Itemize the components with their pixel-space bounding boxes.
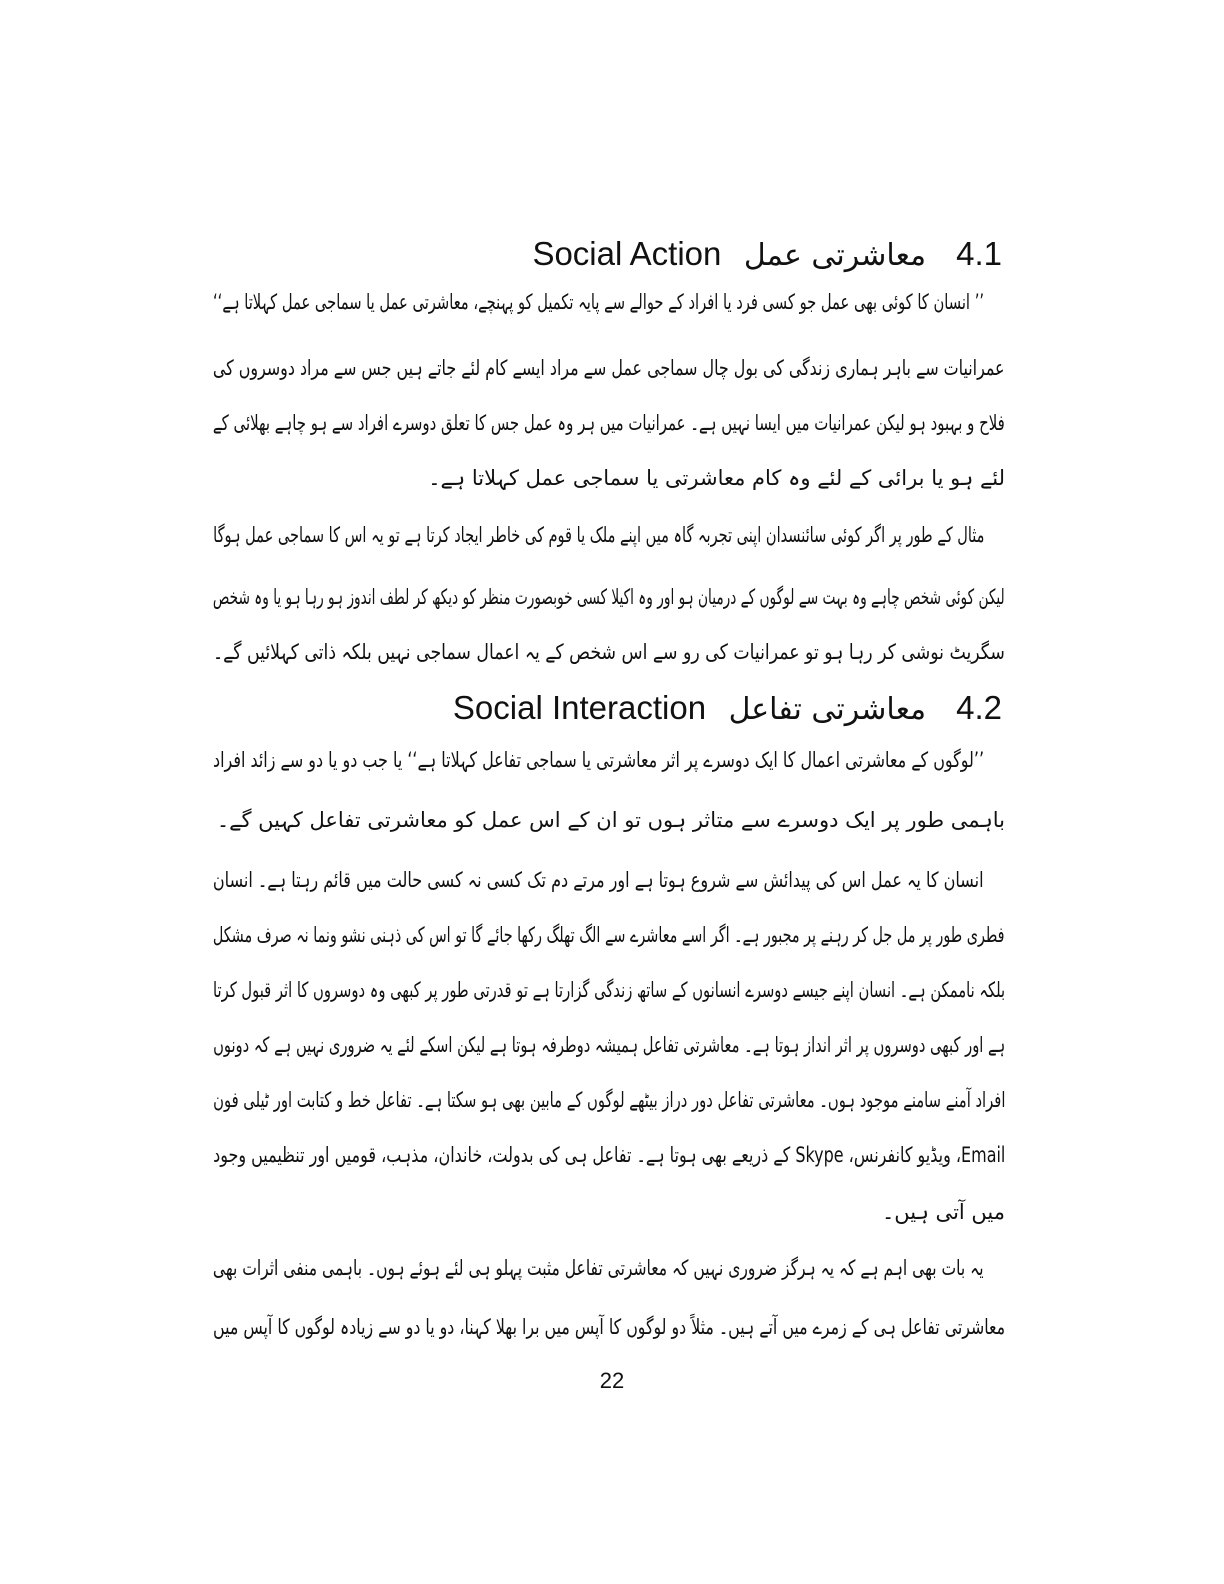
paragraph-line: باہمی طور پر ایک دوسرے سے متاثر ہوں تو ان کے اس عمل کو معاشرتی تفاعل کہیں گے۔ bbox=[216, 808, 1005, 832]
section-heading-4-2 bbox=[453, 688, 1002, 730]
paragraph-line: لئے ہو یا برائی کے لئے وہ کام معاشرتی یا سماجی عمل کہلاتا ہے۔ bbox=[428, 466, 1005, 490]
paragraph-line: افراد آمنے سامنے موجود ہوں۔ معاشرتی تفاعل دور دراز بیٹھے لوگوں کے مابین بھی ہو سکتا ہے۔ تفاعل خط و کتابت اور ٹیلی فون bbox=[212, 1088, 1005, 1112]
paragraph-line: میں آتی ہیں۔ bbox=[881, 1200, 1005, 1224]
definition-quote: ’’ انسان کا کوئی بھی عمل جو کسی فرد یا افراد کے حوالے سے پایہ تکمیل کو پہنچے، معاشرتی عمل یا سماجی عمل کہلاتا ہے‘‘ bbox=[212, 290, 984, 314]
paragraph-line: عمرانیات سے باہر ہماری زندگی کی بول چال سماجی عمل سے مراد ایسے کام لئے جاتے ہیں جس سے مراد دوسروں کی bbox=[213, 356, 1005, 380]
paragraph-line: Email، ویڈیو کانفرنس، Skype کے ذریعے بھی ہوتا ہے۔ تفاعل ہی کی بدولت، خاندان، مذہب، قومیں اور تنظیمیں وجود bbox=[212, 1143, 1005, 1167]
definition-quote: ’’لوگوں کے معاشرتی اعمال کا ایک دوسرے پر اثر معاشرتی یا سماجی تفاعل کہلاتا ہے‘‘ یا جب دو یا دو سے زائد افراد bbox=[212, 748, 984, 772]
page-number: 22 bbox=[599, 1368, 625, 1393]
paragraph-line: یہ بات بھی اہم ہے کہ یہ ہرگز ضروری نہیں کہ معاشرتی تفاعل مثبت پہلو ہی لئے ہوئے ہوں۔ باہمی منفی اثرات بھی bbox=[213, 1256, 984, 1280]
paragraph-line: ہے اور کبھی دوسروں پر اثر انداز ہوتا ہے۔ معاشرتی تفاعل ہمیشہ دوطرفہ ہوتا ہے لیکن اسکے لئے یہ ضروری نہیں ہے کہ دونوں bbox=[212, 1033, 1005, 1057]
section-number: 4.1 bbox=[956, 235, 1002, 272]
section-heading-4-1 bbox=[532, 234, 1002, 276]
paragraph-line: لیکن کوئی شخص چاہے وہ بہت سے لوگوں کے درمیان ہو اور وہ اکیلا کسی خوبصورت منظر کو دیکھ کر لطف اندوز ہو رہا ہو یا وہ شخص bbox=[213, 585, 1005, 609]
section-title-urdu: معاشرتی تفاعل bbox=[728, 692, 927, 727]
paragraph-line: بلکہ ناممکن ہے۔ انسان اپنے جیسے دوسرے انسانوں کے ساتھ زندگی گزارتا ہے تو قدرتی طور پر کبھی وہ دوسروں کا اثر قبول کرتا bbox=[212, 978, 1005, 1002]
section-title-urdu: معاشرتی عمل bbox=[743, 238, 927, 273]
paragraph-line: سگریٹ نوشی کر رہا ہو تو عمرانیات کی رو سے اس شخص کے یہ اعمال سماجی نہیں بلکہ ذاتی کہلائیں گے۔ bbox=[213, 640, 1005, 664]
paragraph-line: انسان کا یہ عمل اس کی پیدائش سے شروع ہوتا ہے اور مرتے دم تک کسی نہ کسی حالت میں قائم رہتا ہے۔ انسان bbox=[213, 868, 984, 892]
paragraph-line: فلاح و بہبود ہو لیکن عمرانیات میں ایسا نہیں ہے۔ عمرانیات میں ہر وہ عمل جس کا تعلق دوسرے افراد سے ہو چاہے بھلائی کے bbox=[213, 411, 1005, 435]
paragraph-line: مثال کے طور پر اگر کوئی سائنسدان اپنی تجربہ گاہ میں اپنے ملک یا قوم کی خاطر ایجاد کرتا ہے تو یہ اس کا سماجی عمل ہوگا bbox=[212, 523, 984, 547]
section-title-english: Social Action bbox=[532, 235, 722, 272]
paragraph-line: فطری طور پر مل جل کر رہنے پر مجبور ہے۔ اگر اسے معاشرے سے الگ تھلگ رکھا جائے گا تو اس کی ذہنی نشو ونما نہ صرف مشکل bbox=[213, 923, 1005, 947]
paragraph-line: معاشرتی تفاعل ہی کے زمرے میں آتے ہیں۔ مثلاً دو لوگوں کا آپس میں برا بھلا کہنا، دو یا دو سے زیادہ لوگوں کا آپس میں bbox=[212, 1315, 1005, 1339]
section-number: 4.2 bbox=[956, 689, 1002, 726]
section-title-english: Social Interaction bbox=[452, 689, 707, 726]
